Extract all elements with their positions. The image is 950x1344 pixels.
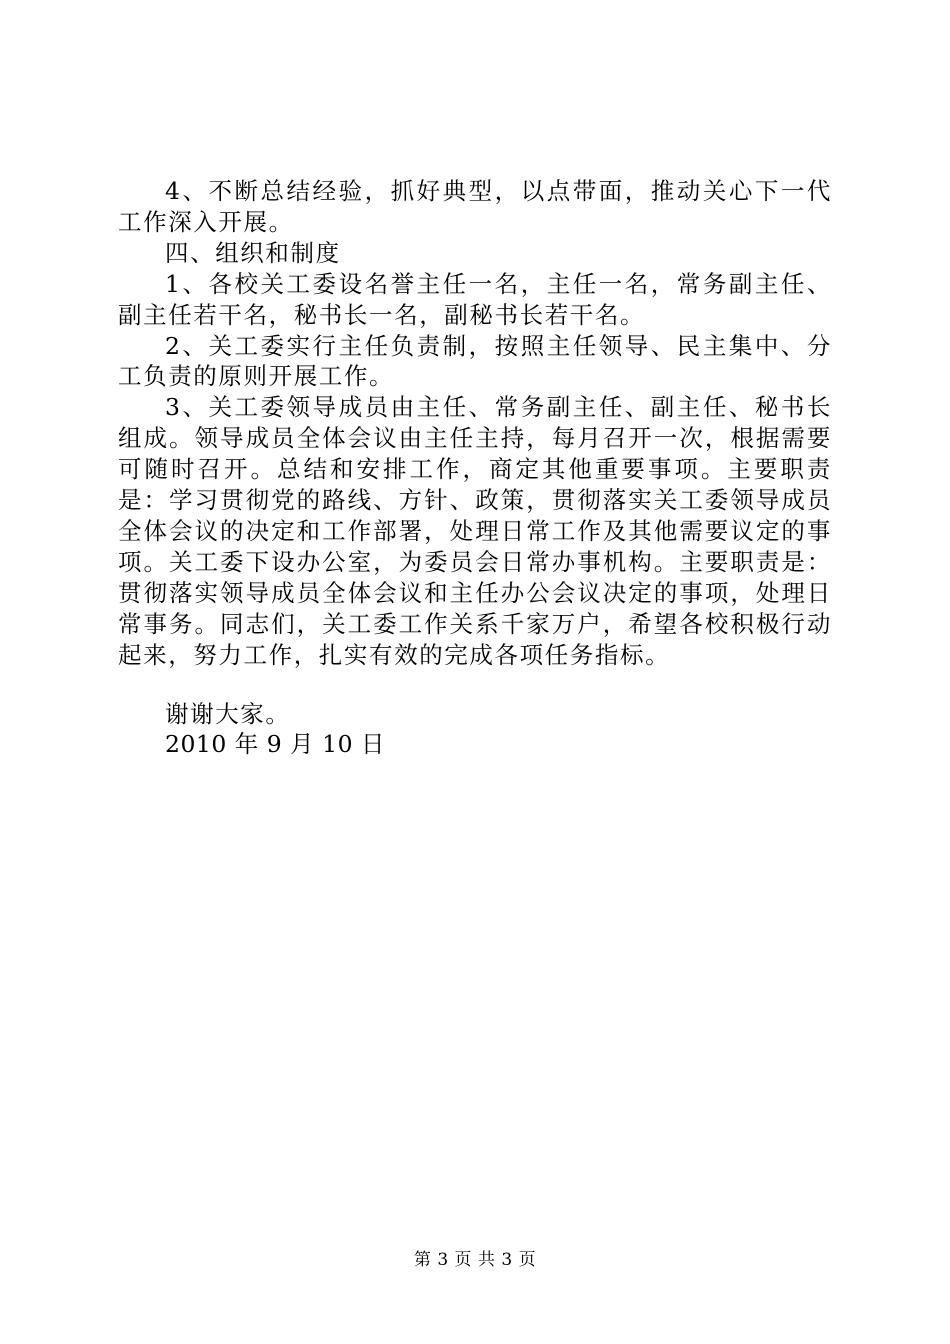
page-indicator: 第 3 页 共 3 页 (413, 1250, 537, 1270)
paragraph-item-1: 1、各校关工委设名誉主任一名，主任一名，常务副主任、副主任若干名，秘书长一名，副秘书长若干名。 (118, 269, 832, 329)
section-heading-organization: 四、组织和制度 (165, 238, 341, 267)
document-body (118, 176, 832, 760)
page-footer (0, 1245, 950, 1270)
paragraph-item-4: 4、不断总结经验，抓好典型，以点带面，推动关心下一代工作深入开展。 (118, 177, 832, 236)
closing-remark: 谢谢大家。 (165, 699, 291, 728)
paragraph-item-3: 3、关工委领导成员由主任、常务副主任、副主任、秘书长组成。领导成员全体会议由主任主持，每月召开一次，根据需要可随时召开。总结和安排工作，商定其他重要事项。主要职责是：学习贯彻党的路线、方针、政策，贯彻落实关工委领导成员全体会议的决定和工作部署，处理日常工作及其他需要议定的事项。关工委下设办公室，为委员会日常办事机构。主要职责是：贯彻落实领导成员全体会议和主任办公会议决定的事项，处理日常事务。同志们，关工委工作关系千家万户，希望各校积极行动起来，努力工作，扎实有效的完成各项任务指标。 (118, 393, 832, 669)
paragraph-item-2: 2、关工委实行主任负责制，按照主任领导、民主集中、分工负责的原则开展工作。 (118, 331, 832, 391)
document-date: 2010 年 9 月 10 日 (165, 730, 386, 759)
